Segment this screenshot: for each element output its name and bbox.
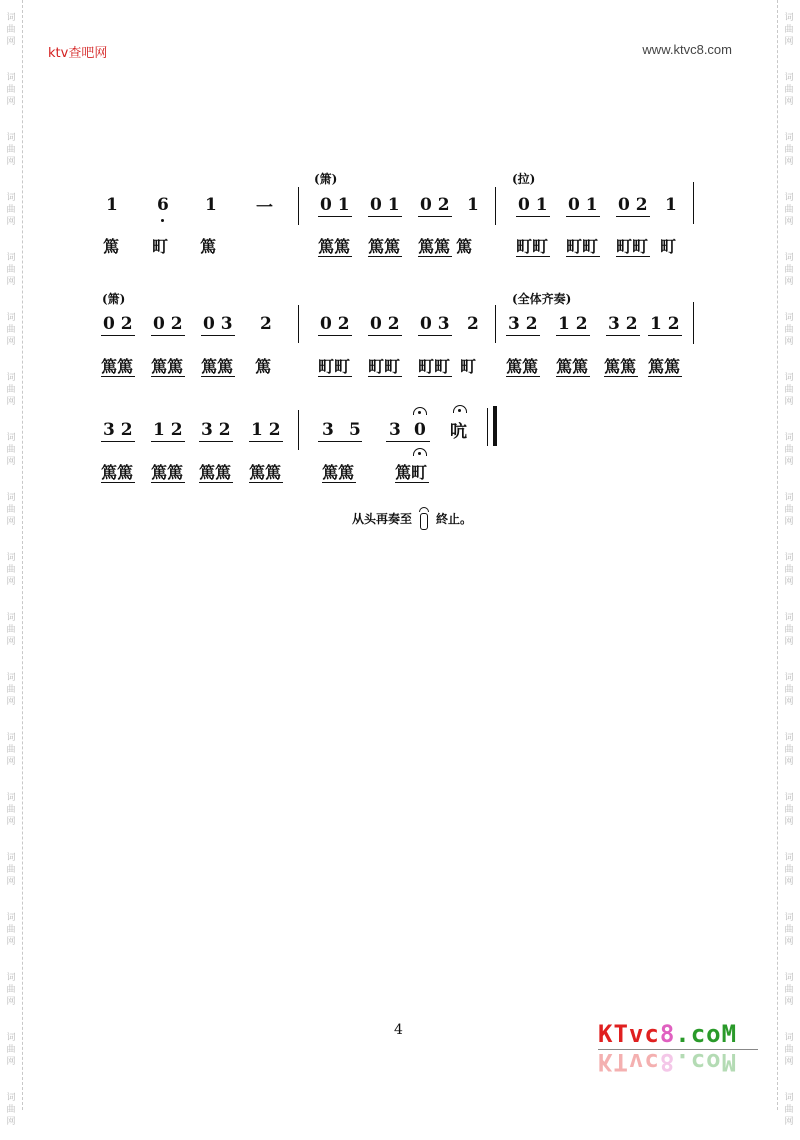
beam — [318, 216, 352, 217]
watermark-char: 网 — [6, 397, 16, 407]
beam — [516, 216, 550, 217]
watermark-char: 词 — [784, 13, 794, 23]
lyric: 町町 — [418, 357, 451, 376]
note-pair: 0 1 — [518, 195, 548, 215]
lyric: 篤篤 — [318, 237, 351, 256]
watermark-char: 网 — [784, 817, 794, 827]
beam — [648, 335, 682, 336]
watermark-char: 网 — [6, 577, 16, 587]
watermark-char: 网 — [6, 637, 16, 647]
note-pair: 3 2 — [508, 314, 538, 334]
watermark-char: 词 — [6, 133, 16, 143]
watermark-char: 词 — [784, 913, 794, 923]
lyric-underline — [418, 376, 452, 377]
watermark-char: 网 — [6, 217, 16, 227]
watermark-char: 词 — [6, 313, 16, 323]
lyric: 篤 — [255, 357, 272, 376]
lyric-underline — [199, 482, 233, 483]
watermark-char: 曲 — [784, 1045, 794, 1055]
lyric: 町町 — [566, 237, 599, 256]
lyric-underline — [616, 256, 650, 257]
watermark-char: 曲 — [784, 985, 794, 995]
lyric: 篤篤 — [199, 463, 232, 482]
watermark-char: 网 — [784, 97, 794, 107]
watermark-char: 曲 — [784, 685, 794, 695]
watermark-char: 曲 — [6, 325, 16, 335]
logo-refl-tvc: Tvc — [613, 1048, 660, 1076]
watermark-char: 曲 — [6, 145, 16, 155]
site-name: ktv查吧网 — [48, 46, 108, 61]
watermark-char: 曲 — [784, 265, 794, 275]
footnote-text-after: 終止。 — [436, 511, 473, 526]
lyric: 篤篤 — [249, 463, 282, 482]
annotation-xiao-1: (箫) — [314, 172, 338, 186]
watermark-char: 词 — [784, 313, 794, 323]
watermark-char: 曲 — [6, 265, 16, 275]
note-syllable: 吭 — [450, 422, 467, 442]
beam — [506, 335, 540, 336]
watermark-char: 曲 — [6, 925, 16, 935]
lyric: 篤 — [456, 237, 473, 256]
lyric-underline — [604, 376, 638, 377]
note: 2 — [467, 314, 479, 334]
fermata-icon — [453, 405, 467, 413]
lyric: 篤篤 — [368, 237, 401, 256]
watermark-char: 词 — [6, 613, 16, 623]
beam — [101, 335, 135, 336]
annotation-la: (拉) — [512, 172, 536, 186]
beam — [318, 441, 362, 442]
lyric: 篤篤 — [101, 357, 134, 376]
octave-dot — [161, 219, 164, 222]
beam — [606, 335, 640, 336]
watermark-char: 曲 — [784, 1105, 794, 1115]
lyric: 町町 — [516, 237, 549, 256]
lyric-underline — [506, 376, 540, 377]
watermark-char: 曲 — [6, 565, 16, 575]
beam — [616, 216, 650, 217]
lyric: 篤篤 — [556, 357, 589, 376]
note: 0 — [414, 420, 426, 440]
note: 6 — [157, 195, 169, 215]
logo-refl-com: .coM — [675, 1048, 738, 1076]
beam — [151, 335, 185, 336]
watermark-char: 网 — [784, 397, 794, 407]
note-pair: 3 2 — [201, 420, 231, 440]
watermark-char: 曲 — [784, 85, 794, 95]
note-pair: 3 2 — [608, 314, 638, 334]
beam — [199, 441, 233, 442]
fermata-icon — [413, 407, 427, 415]
watermark-char: 网 — [784, 1057, 794, 1067]
lyric-underline — [395, 482, 429, 483]
lyric-underline — [418, 256, 452, 257]
watermark-char: 曲 — [6, 1045, 16, 1055]
watermark-char: 网 — [784, 277, 794, 287]
watermark-char: 网 — [784, 997, 794, 1007]
watermark-char: 曲 — [6, 85, 16, 95]
logo-com: .coM — [675, 1020, 738, 1048]
watermark-char: 曲 — [6, 865, 16, 875]
watermark-char: 网 — [784, 577, 794, 587]
watermark-char: 网 — [6, 877, 16, 887]
beam — [386, 441, 430, 442]
watermark-char: 网 — [6, 937, 16, 947]
logo-k: K — [598, 1020, 614, 1048]
watermark-char: 词 — [784, 373, 794, 383]
lyric-underline — [249, 482, 283, 483]
note-pair: 1 2 — [153, 420, 183, 440]
watermark-char: 网 — [784, 1117, 794, 1127]
watermark-char: 词 — [6, 853, 16, 863]
watermark-char: 网 — [6, 157, 16, 167]
watermark-char: 词 — [784, 73, 794, 83]
watermark-char: 词 — [784, 433, 794, 443]
watermark-char: 曲 — [6, 625, 16, 635]
watermark-char: 网 — [6, 337, 16, 347]
watermark-char: 词 — [6, 253, 16, 263]
note-pair: 0 3 — [420, 314, 450, 334]
watermark-char: 网 — [784, 217, 794, 227]
watermark-char: 网 — [784, 757, 794, 767]
barline — [298, 305, 299, 343]
watermark-char: 曲 — [784, 865, 794, 875]
barline — [298, 187, 299, 225]
lyric: 篤篤 — [604, 357, 637, 376]
watermark-char: 曲 — [784, 625, 794, 635]
watermark-char: 曲 — [6, 805, 16, 815]
note-pair: 1 2 — [251, 420, 281, 440]
lyric: 篤篤 — [101, 463, 134, 482]
watermark-char: 词 — [6, 433, 16, 443]
lyric-underline — [556, 376, 590, 377]
watermark-char: 曲 — [784, 565, 794, 575]
watermark-char: 词 — [6, 793, 16, 803]
watermark-char: 曲 — [6, 505, 16, 515]
watermark-char: 词 — [6, 733, 16, 743]
lyric-underline — [151, 482, 185, 483]
watermark-char: 词 — [784, 613, 794, 623]
watermark-char: 词 — [6, 373, 16, 383]
watermark-char: 曲 — [6, 1105, 16, 1115]
logo-tvc: Tvc — [613, 1020, 660, 1048]
watermark-char: 网 — [784, 37, 794, 47]
note-pair: 0 2 — [153, 314, 183, 334]
site-url[interactable]: www.ktvc8.com — [642, 42, 732, 57]
note: 1 — [665, 195, 677, 215]
lyric-underline — [368, 376, 402, 377]
watermark-char: 网 — [784, 517, 794, 527]
watermark-char: 曲 — [6, 745, 16, 755]
note: 3 — [389, 420, 401, 440]
watermark-char: 词 — [784, 793, 794, 803]
note-pair: 0 2 — [370, 314, 400, 334]
watermark-char: 曲 — [6, 985, 16, 995]
lyric: 篤篤 — [506, 357, 539, 376]
watermark-char: 词 — [6, 73, 16, 83]
watermark-char: 网 — [6, 697, 16, 707]
watermark-char: 曲 — [784, 805, 794, 815]
lyric: 篤 — [200, 237, 217, 256]
beam — [368, 216, 402, 217]
barline — [495, 187, 496, 225]
footnote — [352, 507, 472, 529]
watermark-char: 网 — [6, 277, 16, 287]
barline — [298, 410, 299, 450]
note-pair: 0 2 — [420, 195, 450, 215]
lyric: 町 — [460, 357, 477, 376]
watermark-char: 网 — [6, 817, 16, 827]
watermark-char: 词 — [6, 13, 16, 23]
watermark-char: 网 — [6, 1057, 16, 1067]
lyric: 町 — [152, 237, 169, 256]
beam — [556, 335, 590, 336]
final-barline-thick — [493, 406, 497, 446]
watermark-char: 网 — [6, 457, 16, 467]
lyric: 篤篤 — [151, 357, 184, 376]
lyric-underline — [516, 256, 550, 257]
note-pair: 1 2 — [650, 314, 680, 334]
watermark-char: 词 — [784, 853, 794, 863]
note-pair: 1 2 — [558, 314, 588, 334]
watermark-char: 词 — [6, 1093, 16, 1103]
note: 3 — [322, 420, 334, 440]
lyric: 町町 — [616, 237, 649, 256]
lyric-underline — [201, 376, 235, 377]
watermark-char: 词 — [6, 973, 16, 983]
logo-eight: 8 — [659, 1020, 676, 1048]
beam — [368, 335, 402, 336]
note-pair: 0 1 — [320, 195, 350, 215]
barline — [693, 182, 694, 224]
watermark-char: 词 — [784, 133, 794, 143]
watermark-char: 词 — [784, 973, 794, 983]
beam — [418, 335, 452, 336]
watermark-char: 网 — [6, 997, 16, 1007]
watermark-char: 网 — [6, 37, 16, 47]
logo-refl-eight: 8 — [659, 1048, 676, 1076]
watermark-char: 曲 — [784, 385, 794, 395]
annotation-tutti: (全体齐奏) — [512, 292, 572, 306]
barline — [495, 305, 496, 343]
annotation-xiao-2: (箫) — [102, 292, 126, 306]
watermark-char: 网 — [784, 937, 794, 947]
watermark-char: 曲 — [784, 145, 794, 155]
lyric: 篤町 — [395, 463, 428, 482]
watermark-char: 网 — [6, 757, 16, 767]
beam — [101, 441, 135, 442]
beam — [318, 335, 352, 336]
watermark-char: 曲 — [6, 25, 16, 35]
watermark-char: 网 — [6, 97, 16, 107]
lyric: 町町 — [318, 357, 351, 376]
note-pair: 0 2 — [103, 314, 133, 334]
barline — [693, 302, 694, 344]
lyric: 篤篤 — [418, 237, 451, 256]
note-dash: 一 — [256, 198, 273, 218]
watermark-char: 曲 — [6, 385, 16, 395]
note-pair: 0 3 — [203, 314, 233, 334]
lyric-underline — [648, 376, 682, 377]
note-pair: 3 2 — [103, 420, 133, 440]
watermark-char: 网 — [784, 337, 794, 347]
lyric-underline — [101, 376, 135, 377]
watermark-char: 词 — [6, 193, 16, 203]
watermark-char: 曲 — [784, 205, 794, 215]
logo-refl-k: K — [598, 1048, 614, 1076]
lyric-underline — [322, 482, 356, 483]
watermark-char: 网 — [6, 517, 16, 527]
footnote-text-before: 从头再奏至 — [352, 511, 413, 526]
watermark-char: 曲 — [6, 685, 16, 695]
watermark-char: 词 — [784, 253, 794, 263]
logo-text — [598, 1020, 758, 1048]
watermark-char: 词 — [784, 1093, 794, 1103]
watermark-char: 网 — [6, 1117, 16, 1127]
page-number: 4 — [394, 1022, 403, 1038]
lyric-underline — [101, 482, 135, 483]
note: 1 — [467, 195, 479, 215]
watermark-char: 词 — [784, 733, 794, 743]
watermark-char: 词 — [6, 913, 16, 923]
lyric-underline — [368, 256, 402, 257]
lyric: 町 — [660, 237, 677, 256]
note-pair: 0 2 — [618, 195, 648, 215]
lyric: 篤篤 — [201, 357, 234, 376]
lyric-underline — [566, 256, 600, 257]
lyric-underline — [318, 256, 352, 257]
note: 1 — [205, 195, 217, 215]
watermark-char: 网 — [784, 877, 794, 887]
site-logo[interactable] — [598, 1020, 758, 1080]
watermark-char: 网 — [784, 457, 794, 467]
watermark-char: 曲 — [784, 25, 794, 35]
watermark-char: 词 — [6, 553, 16, 563]
watermark-char: 网 — [784, 637, 794, 647]
final-barline — [487, 408, 488, 446]
lyric-underline — [151, 376, 185, 377]
beam — [151, 441, 185, 442]
watermark-char: 曲 — [784, 745, 794, 755]
watermark-char: 词 — [784, 553, 794, 563]
watermark-char: 词 — [6, 1033, 16, 1043]
watermark-char: 曲 — [784, 325, 794, 335]
beam — [418, 216, 452, 217]
note-pair: 0 1 — [568, 195, 598, 215]
logo-reflection — [598, 1048, 758, 1076]
watermark-char: 词 — [6, 493, 16, 503]
lyric: 篤篤 — [648, 357, 681, 376]
watermark-char: 词 — [6, 673, 16, 683]
watermark-char: 词 — [784, 673, 794, 683]
lyric: 篤篤 — [322, 463, 355, 482]
watermark-char: 曲 — [6, 205, 16, 215]
lyric: 町町 — [368, 357, 401, 376]
watermark-char: 词 — [784, 193, 794, 203]
note: 1 — [106, 195, 118, 215]
watermark-char: 网 — [784, 697, 794, 707]
watermark-char: 词 — [784, 1033, 794, 1043]
lyric-underline — [318, 376, 352, 377]
note-pair: 0 2 — [320, 314, 350, 334]
watermark-char: 曲 — [6, 445, 16, 455]
beam — [201, 335, 235, 336]
beam — [249, 441, 283, 442]
watermark-char: 曲 — [784, 925, 794, 935]
beam — [566, 216, 600, 217]
watermark-char: 词 — [784, 493, 794, 503]
note: 5 — [349, 420, 361, 440]
fermata-stop-icon — [420, 507, 428, 529]
lyric: 篤篤 — [151, 463, 184, 482]
lyric: 篤 — [103, 237, 120, 256]
watermark-char: 网 — [784, 157, 794, 167]
note-pair: 0 1 — [370, 195, 400, 215]
note: 2 — [260, 314, 272, 334]
watermark-char: 曲 — [784, 505, 794, 515]
watermark-char: 曲 — [784, 445, 794, 455]
fermata-icon — [413, 448, 427, 456]
